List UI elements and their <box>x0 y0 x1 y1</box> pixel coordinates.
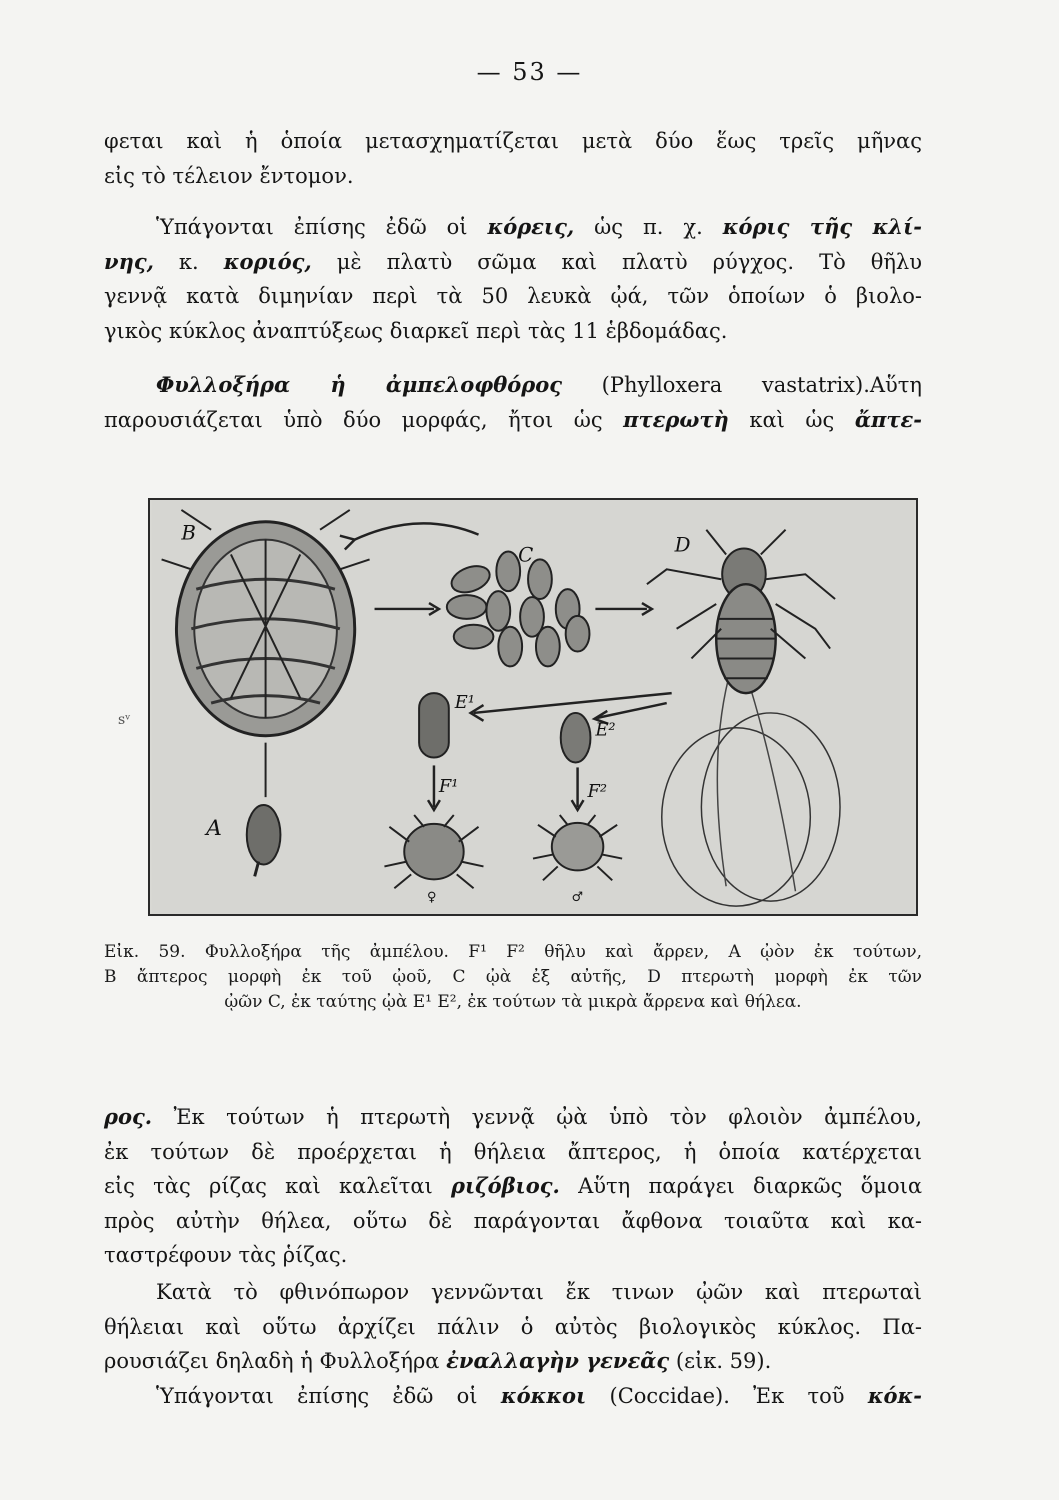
text-span: ὡς π. χ. <box>594 215 703 239</box>
text-line <box>104 210 922 245</box>
bold-term: ἐναλλαγὴν γενεᾶς <box>446 1348 670 1373</box>
caption-line: B ἄπτερος μορφὴ ἐκ τοῦ ᾠοῦ, C ᾠὰ ἐξ αὐτῆς, D πτερωτὴ μορφὴ ἐκ τῶν <box>104 967 922 987</box>
stray-mark: ꜱᵛ <box>118 712 131 728</box>
bottom-paragraph <box>104 1100 922 1273</box>
autumn-paragraph <box>104 1275 922 1379</box>
phylloxera-paragraph <box>104 368 922 437</box>
caption-line: Εἰκ. 59. Φυλλοξήρα τῆς ἀμπέλου. F¹ F² θῆλυ καὶ ἄρρεν, A ᾠὸν ἐκ τούτων, <box>104 942 922 962</box>
bold-term: νης, <box>104 248 154 274</box>
life-cycle-illustration <box>150 500 916 914</box>
text-line <box>104 368 922 403</box>
phylloxera-figure <box>148 498 918 916</box>
label-d: D <box>674 533 691 557</box>
figure-caption <box>104 940 922 1015</box>
text-span: Αὕτη παράγει διαρκῶς ὅμοια <box>578 1174 923 1198</box>
text-line: ταστρέφουν τὰς ῥίζας. <box>104 1243 348 1267</box>
text-span: εἰς τὰς ρίζας καὶ καλεῖται <box>104 1174 433 1198</box>
text-span: κ. <box>178 249 199 274</box>
bold-term: κόκκοι <box>500 1383 587 1408</box>
label-male: ♂ <box>571 890 584 906</box>
label-female: ♀ <box>427 890 437 906</box>
bold-term: κοριός, <box>223 248 312 274</box>
text-span: μὲ πλατὺ σῶμα καὶ πλατὺ ρύγχος. Τὸ θῆλυ <box>336 249 922 274</box>
text-span: Ὑπάγονται ἐπίσης ἐδῶ οἱ <box>156 1384 478 1408</box>
text-line: θήλειαι καὶ οὕτω ἀρχίζει πάλιν ὁ αὐτὸς βιολογικὸς κύκλος. Πα- <box>104 1314 922 1339</box>
text-span: παρουσιάζεται ὑπὸ δύο μορφάς, ἤτοι ὡς <box>104 407 603 432</box>
egg-e2-drawing <box>561 713 591 763</box>
label-f2: F² <box>587 781 607 803</box>
text-line <box>104 1344 922 1379</box>
text-line: πρὸς αὐτὴν θήλεα, οὕτω δὲ παράγονται ἄφθονα τοιαῦτα καὶ κα- <box>104 1208 922 1233</box>
text-line: ἐκ τούτων δὲ προέρχεται ἡ θήλεια ἄπτερος, ἡ ὁποία κατέρχεται <box>104 1139 922 1164</box>
bold-term: κόκ- <box>867 1383 923 1408</box>
bold-term: ρος. <box>104 1104 153 1129</box>
text-line: Κατὰ τὸ φθινόπωρον γεννῶνται ἔκ τινων ᾠῶν καὶ πτερωταὶ <box>156 1280 922 1304</box>
top-paragraph <box>104 124 922 193</box>
bold-term: κόρεις, <box>487 214 575 239</box>
label-a: A <box>206 815 222 841</box>
text-span: (Phylloxera vastatrix).Αὕτη <box>601 373 922 397</box>
bold-term: ριζόβιος. <box>451 1173 560 1198</box>
bold-term: κόρις τῆς κλί- <box>722 214 923 239</box>
text-line: φεται καὶ ἡ ὁποία μετασχηματίζεται μετὰ δύο ἕως τρεῖς μῆνας <box>104 129 922 153</box>
bugs-paragraph <box>104 210 922 348</box>
text-line <box>104 403 922 438</box>
page-number: — 53 — <box>476 58 583 86</box>
text-line <box>104 1100 922 1135</box>
label-e1: E¹ <box>454 691 475 713</box>
egg-e1-drawing <box>419 693 449 757</box>
label-c: C <box>518 543 534 567</box>
bold-term: Φυλλοξήρα ἡ ἀμπελοφθόρος <box>156 372 563 397</box>
text-line: γικὸς κύκλος ἀναπτύξεως διαρκεῖ περὶ τὰς 11 ἑβδομάδας. <box>104 318 728 343</box>
egg-a-drawing <box>247 805 281 864</box>
text-span: Ἐκ τούτων ἡ πτερωτὴ γεννᾷ ᾠὰ ὑπὸ τὸν φλοιὸν ἀμπέλου, <box>173 1105 922 1129</box>
caption-line: ᾠῶν C, ἐκ ταύτης ᾠὰ E¹ E², ἐκ τούτων τὰ μικρὰ ἄρρενα καὶ θήλεα. <box>224 992 802 1012</box>
coccidae-paragraph <box>104 1379 922 1414</box>
text-span: Ὑπάγονται ἐπίσης ἐδῶ οἱ <box>156 215 468 239</box>
bold-term: ἄπτε- <box>854 406 922 432</box>
text-span: ρουσιάζει δηλαδὴ ἡ Φυλλοξήρα <box>104 1349 440 1373</box>
text-line <box>104 1379 922 1414</box>
bold-term: πτερωτὴ <box>623 406 729 432</box>
text-span: (εἰκ. 59). <box>675 1349 772 1373</box>
text-line: εἰς τὸ τέλειον ἔντομον. <box>104 163 354 188</box>
text-line: γεννᾷ κατὰ διμηνίαν περὶ τὰ 50 λευκὰ ᾠά, τῶν ὁποίων ὁ βιολο- <box>104 284 922 308</box>
label-b: B <box>181 521 196 545</box>
text-span: καὶ ὡς <box>749 407 835 432</box>
label-e2: E² <box>595 719 616 741</box>
text-span: (Coccidae). Ἐκ τοῦ <box>609 1384 845 1408</box>
label-f1: F¹ <box>438 776 459 798</box>
text-line <box>104 245 922 280</box>
text-line <box>104 1169 922 1204</box>
